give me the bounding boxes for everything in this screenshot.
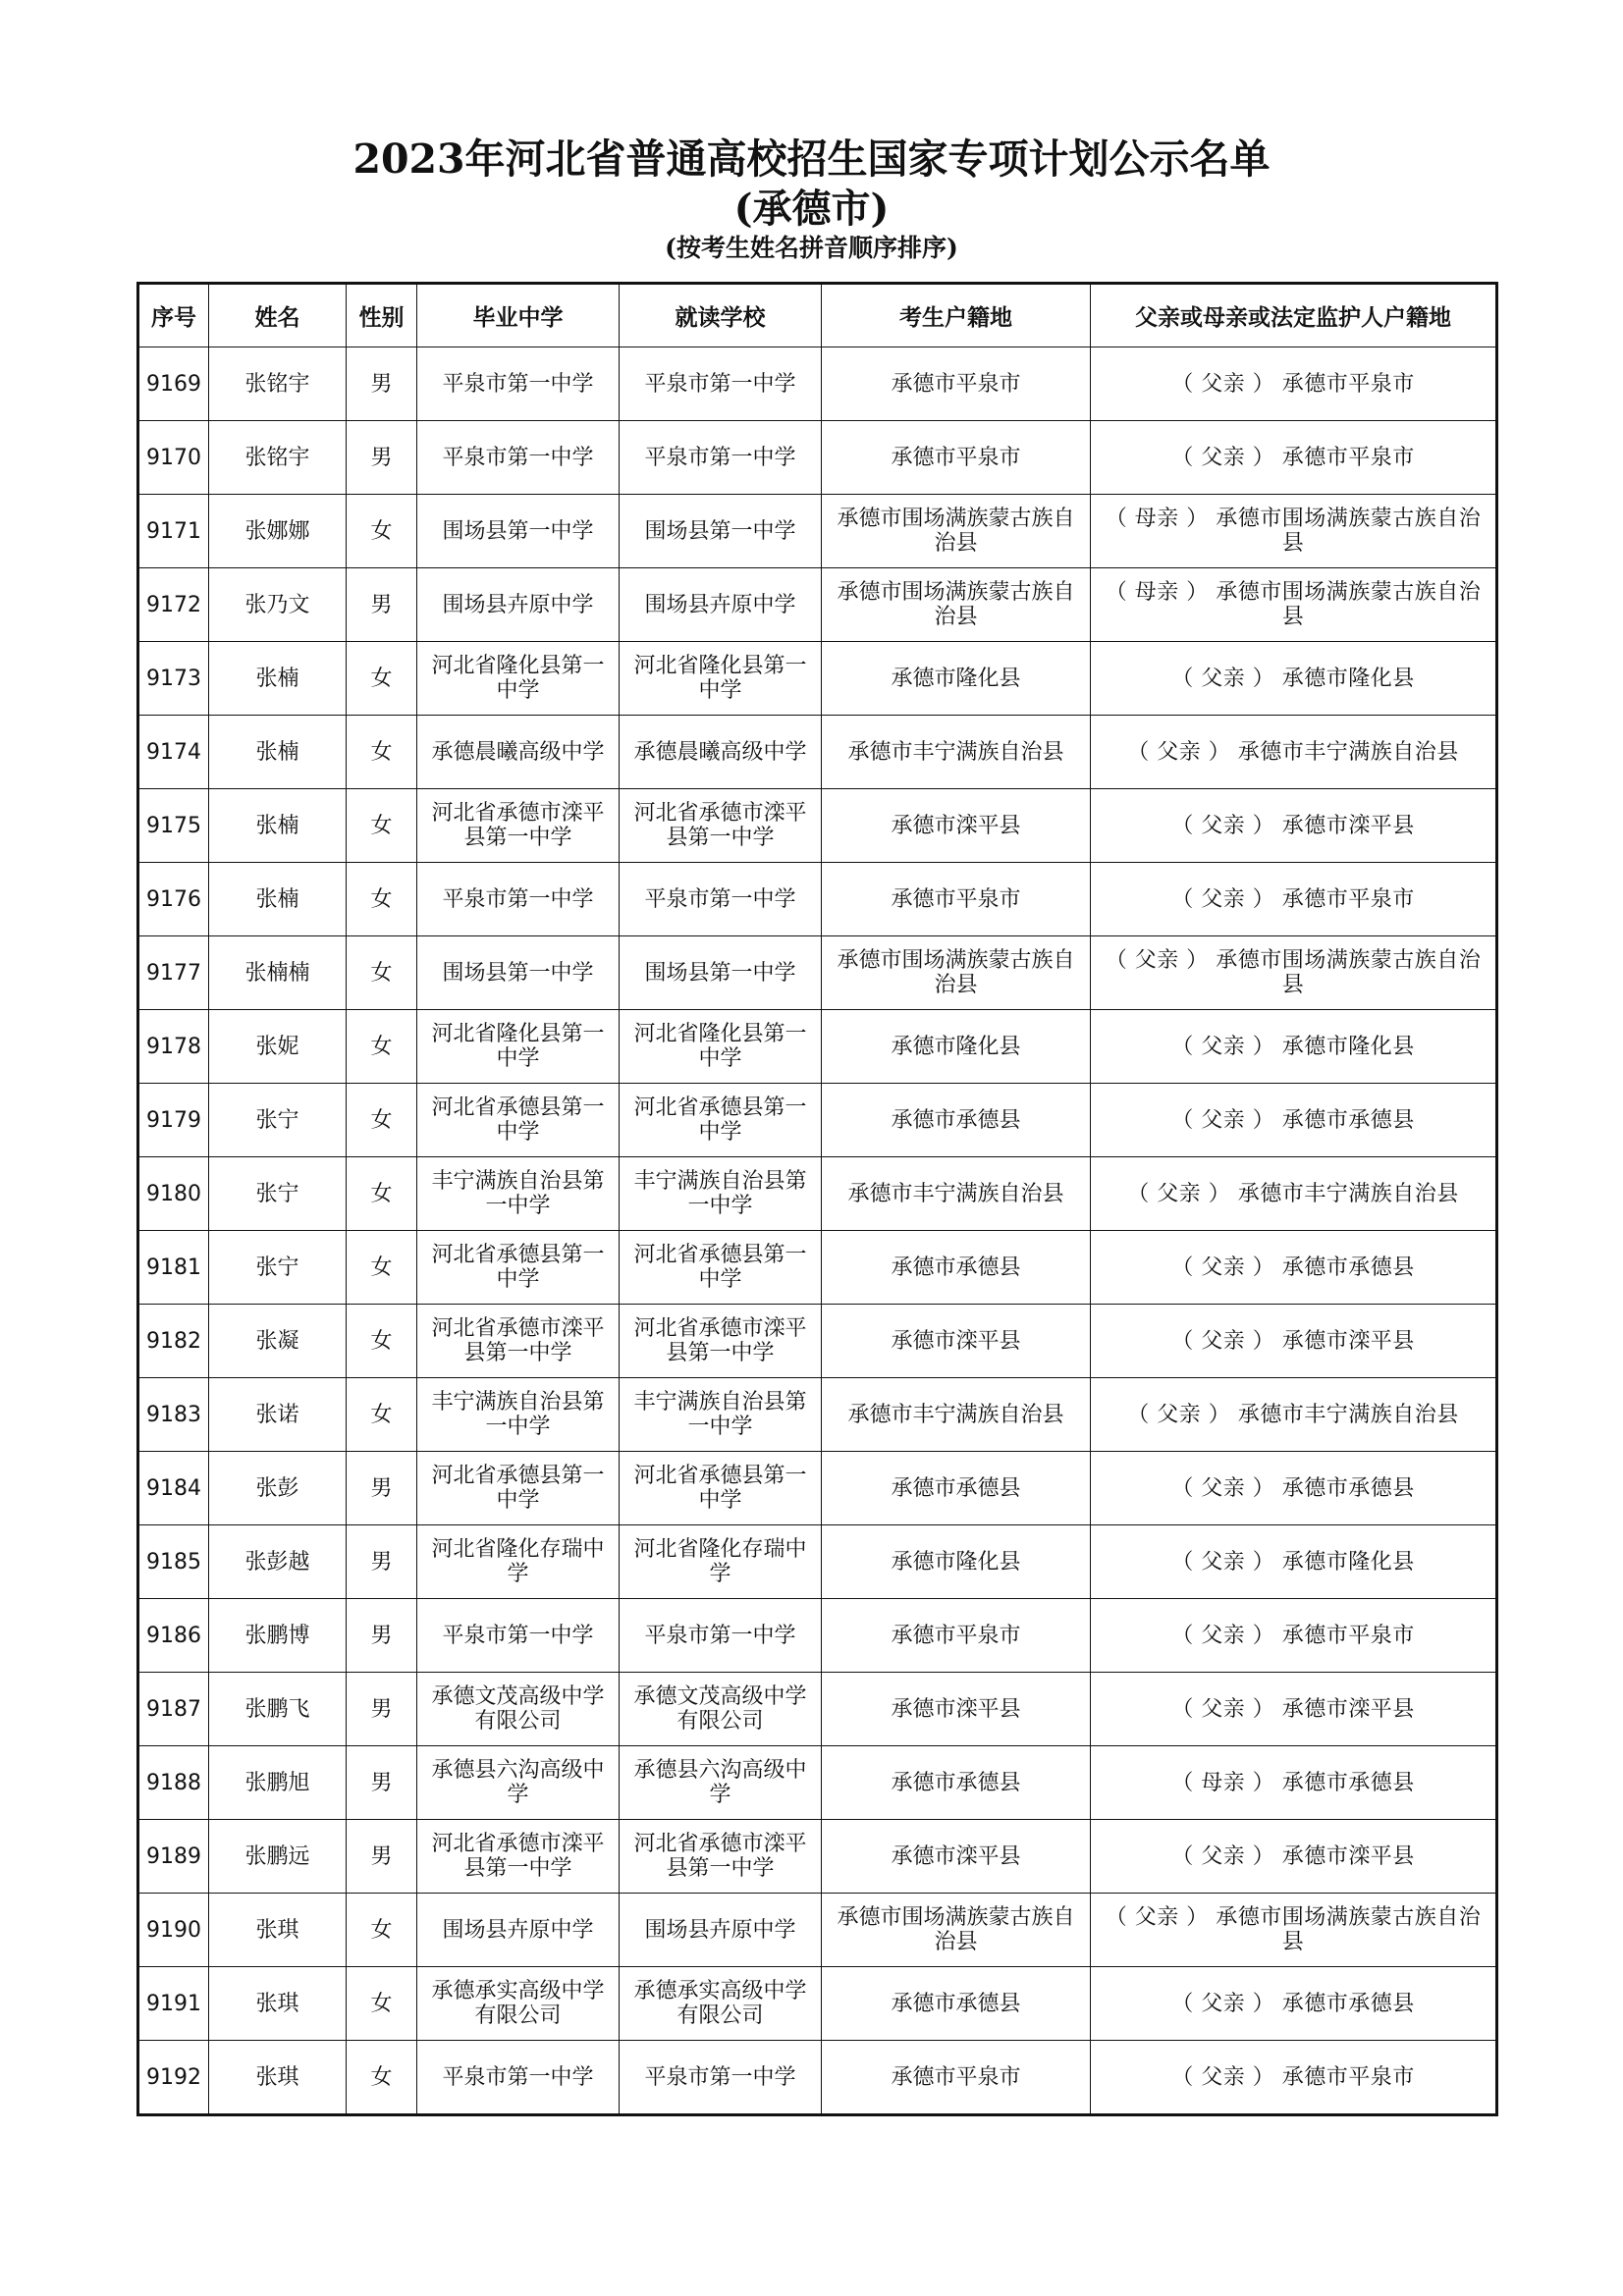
cell-hukou: 承德市平泉市 bbox=[822, 421, 1091, 495]
cell-name: 张娜娜 bbox=[209, 495, 347, 568]
cell-no: 9174 bbox=[138, 716, 209, 789]
cell-name: 张宁 bbox=[209, 1084, 347, 1157]
cell-name: 张楠 bbox=[209, 716, 347, 789]
cell-gender: 男 bbox=[347, 1525, 417, 1599]
table-row bbox=[138, 863, 1497, 936]
cell-hukou: 承德市承德县 bbox=[822, 1746, 1091, 1820]
table-row bbox=[138, 1378, 1497, 1452]
cell-current-school: 围场县卉原中学 bbox=[620, 568, 822, 642]
cell-guardian-hukou: （ 父亲 ） 承德市滦平县 bbox=[1091, 1305, 1497, 1378]
cell-current-school: 平泉市第一中学 bbox=[620, 347, 822, 421]
cell-gender: 男 bbox=[347, 421, 417, 495]
cell-guardian-hukou: （ 父亲 ） 承德市承德县 bbox=[1091, 1967, 1497, 2041]
cell-grad-school: 丰宁满族自治县第一中学 bbox=[417, 1378, 620, 1452]
header-row bbox=[138, 284, 1497, 347]
cell-guardian-hukou: （ 母亲 ） 承德市围场满族蒙古族自治县 bbox=[1091, 495, 1497, 568]
cell-grad-school: 河北省承德县第一中学 bbox=[417, 1231, 620, 1305]
cell-guardian-hukou: （ 父亲 ） 承德市滦平县 bbox=[1091, 1820, 1497, 1894]
roster-body bbox=[138, 347, 1497, 2115]
cell-hukou: 承德市平泉市 bbox=[822, 1599, 1091, 1673]
cell-gender: 女 bbox=[347, 1084, 417, 1157]
cell-guardian-hukou: （ 母亲 ） 承德市围场满族蒙古族自治县 bbox=[1091, 568, 1497, 642]
cell-current-school: 丰宁满族自治县第一中学 bbox=[620, 1378, 822, 1452]
cell-name: 张诺 bbox=[209, 1378, 347, 1452]
roster-table bbox=[136, 282, 1498, 2116]
cell-hukou: 承德市承德县 bbox=[822, 1452, 1091, 1525]
cell-gender: 女 bbox=[347, 863, 417, 936]
cell-hukou: 承德市围场满族蒙古族自治县 bbox=[822, 568, 1091, 642]
cell-grad-school: 平泉市第一中学 bbox=[417, 347, 620, 421]
cell-name: 张鹏博 bbox=[209, 1599, 347, 1673]
cell-grad-school: 承德县六沟高级中学 bbox=[417, 1746, 620, 1820]
cell-grad-school: 平泉市第一中学 bbox=[417, 2041, 620, 2115]
cell-current-school: 平泉市第一中学 bbox=[620, 421, 822, 495]
cell-name: 张凝 bbox=[209, 1305, 347, 1378]
cell-name: 张楠 bbox=[209, 789, 347, 863]
cell-hukou: 承德市隆化县 bbox=[822, 1010, 1091, 1084]
cell-no: 9169 bbox=[138, 347, 209, 421]
cell-gender: 男 bbox=[347, 568, 417, 642]
cell-name: 张彭越 bbox=[209, 1525, 347, 1599]
cell-current-school: 平泉市第一中学 bbox=[620, 1599, 822, 1673]
cell-no: 9188 bbox=[138, 1746, 209, 1820]
cell-guardian-hukou: （ 父亲 ） 承德市滦平县 bbox=[1091, 1673, 1497, 1746]
cell-no: 9179 bbox=[138, 1084, 209, 1157]
cell-guardian-hukou: （ 父亲 ） 承德市平泉市 bbox=[1091, 1599, 1497, 1673]
page-title: 2023年河北省普通高校招生国家专项计划公示名单 bbox=[352, 135, 1271, 183]
cell-gender: 女 bbox=[347, 1010, 417, 1084]
cell-gender: 男 bbox=[347, 1452, 417, 1525]
cell-hukou: 承德市承德县 bbox=[822, 1231, 1091, 1305]
cell-current-school: 承德文茂高级中学有限公司 bbox=[620, 1673, 822, 1746]
cell-no: 9189 bbox=[138, 1820, 209, 1894]
cell-no: 9191 bbox=[138, 1967, 209, 2041]
col-header-current-school: 就读学校 bbox=[620, 284, 822, 347]
col-header-guardian-hukou: 父亲或母亲或法定监护人户籍地 bbox=[1091, 284, 1497, 347]
col-header-gender: 性别 bbox=[347, 284, 417, 347]
cell-gender: 男 bbox=[347, 1820, 417, 1894]
table-row bbox=[138, 642, 1497, 716]
cell-guardian-hukou: （ 父亲 ） 承德市平泉市 bbox=[1091, 347, 1497, 421]
table-row bbox=[138, 421, 1497, 495]
col-header-name: 姓名 bbox=[209, 284, 347, 347]
cell-guardian-hukou: （ 父亲 ） 承德市丰宁满族自治县 bbox=[1091, 1378, 1497, 1452]
cell-guardian-hukou: （ 父亲 ） 承德市平泉市 bbox=[1091, 2041, 1497, 2115]
cell-gender: 女 bbox=[347, 1231, 417, 1305]
table-row bbox=[138, 1231, 1497, 1305]
cell-current-school: 承德县六沟高级中学 bbox=[620, 1746, 822, 1820]
cell-grad-school: 承德文茂高级中学有限公司 bbox=[417, 1673, 620, 1746]
cell-grad-school: 河北省承德市滦平县第一中学 bbox=[417, 1305, 620, 1378]
cell-gender: 女 bbox=[347, 495, 417, 568]
cell-hukou: 承德市承德县 bbox=[822, 1967, 1091, 2041]
cell-name: 张宁 bbox=[209, 1157, 347, 1231]
cell-guardian-hukou: （ 父亲 ） 承德市平泉市 bbox=[1091, 863, 1497, 936]
cell-no: 9185 bbox=[138, 1525, 209, 1599]
cell-current-school: 河北省隆化县第一中学 bbox=[620, 642, 822, 716]
cell-name: 张琪 bbox=[209, 1894, 347, 1967]
cell-current-school: 承德承实高级中学有限公司 bbox=[620, 1967, 822, 2041]
cell-gender: 男 bbox=[347, 347, 417, 421]
cell-no: 9172 bbox=[138, 568, 209, 642]
cell-current-school: 河北省承德市滦平县第一中学 bbox=[620, 1820, 822, 1894]
cell-no: 9178 bbox=[138, 1010, 209, 1084]
cell-guardian-hukou: （ 父亲 ） 承德市隆化县 bbox=[1091, 1525, 1497, 1599]
cell-grad-school: 河北省承德市滦平县第一中学 bbox=[417, 1820, 620, 1894]
cell-grad-school: 承德晨曦高级中学 bbox=[417, 716, 620, 789]
cell-guardian-hukou: （ 父亲 ） 承德市平泉市 bbox=[1091, 421, 1497, 495]
table-row bbox=[138, 1452, 1497, 1525]
table-row bbox=[138, 1820, 1497, 1894]
cell-guardian-hukou: （ 母亲 ） 承德市承德县 bbox=[1091, 1746, 1497, 1820]
table-row bbox=[138, 1525, 1497, 1599]
cell-name: 张鹏远 bbox=[209, 1820, 347, 1894]
table-row bbox=[138, 347, 1497, 421]
cell-guardian-hukou: （ 父亲 ） 承德市丰宁满族自治县 bbox=[1091, 1157, 1497, 1231]
cell-gender: 女 bbox=[347, 1305, 417, 1378]
cell-guardian-hukou: （ 父亲 ） 承德市丰宁满族自治县 bbox=[1091, 716, 1497, 789]
cell-hukou: 承德市隆化县 bbox=[822, 1525, 1091, 1599]
cell-grad-school: 平泉市第一中学 bbox=[417, 1599, 620, 1673]
cell-gender: 女 bbox=[347, 789, 417, 863]
cell-name: 张琪 bbox=[209, 2041, 347, 2115]
cell-grad-school: 河北省隆化县第一中学 bbox=[417, 1010, 620, 1084]
cell-guardian-hukou: （ 父亲 ） 承德市承德县 bbox=[1091, 1452, 1497, 1525]
cell-name: 张楠楠 bbox=[209, 936, 347, 1010]
cell-no: 9177 bbox=[138, 936, 209, 1010]
cell-name: 张楠 bbox=[209, 642, 347, 716]
cell-current-school: 河北省隆化县第一中学 bbox=[620, 1010, 822, 1084]
cell-hukou: 承德市丰宁满族自治县 bbox=[822, 1378, 1091, 1452]
col-header-hukou: 考生户籍地 bbox=[822, 284, 1091, 347]
cell-grad-school: 河北省承德县第一中学 bbox=[417, 1452, 620, 1525]
cell-grad-school: 丰宁满族自治县第一中学 bbox=[417, 1157, 620, 1231]
cell-guardian-hukou: （ 父亲 ） 承德市围场满族蒙古族自治县 bbox=[1091, 936, 1497, 1010]
cell-grad-school: 河北省隆化存瑞中学 bbox=[417, 1525, 620, 1599]
cell-gender: 女 bbox=[347, 1157, 417, 1231]
cell-no: 9187 bbox=[138, 1673, 209, 1746]
cell-guardian-hukou: （ 父亲 ） 承德市隆化县 bbox=[1091, 642, 1497, 716]
cell-gender: 男 bbox=[347, 1599, 417, 1673]
cell-guardian-hukou: （ 父亲 ） 承德市承德县 bbox=[1091, 1231, 1497, 1305]
cell-no: 9181 bbox=[138, 1231, 209, 1305]
cell-hukou: 承德市围场满族蒙古族自治县 bbox=[822, 495, 1091, 568]
cell-hukou: 承德市平泉市 bbox=[822, 2041, 1091, 2115]
cell-hukou: 承德市滦平县 bbox=[822, 1305, 1091, 1378]
cell-grad-school: 平泉市第一中学 bbox=[417, 863, 620, 936]
cell-gender: 男 bbox=[347, 1746, 417, 1820]
cell-current-school: 围场县第一中学 bbox=[620, 495, 822, 568]
cell-current-school: 平泉市第一中学 bbox=[620, 2041, 822, 2115]
table-row bbox=[138, 1967, 1497, 2041]
table-row bbox=[138, 1746, 1497, 1820]
cell-gender: 女 bbox=[347, 936, 417, 1010]
cell-current-school: 承德晨曦高级中学 bbox=[620, 716, 822, 789]
cell-gender: 女 bbox=[347, 1378, 417, 1452]
table-row bbox=[138, 1305, 1497, 1378]
cell-hukou: 承德市围场满族蒙古族自治县 bbox=[822, 936, 1091, 1010]
cell-hukou: 承德市围场满族蒙古族自治县 bbox=[822, 1894, 1091, 1967]
cell-no: 9171 bbox=[138, 495, 209, 568]
cell-name: 张铭宇 bbox=[209, 347, 347, 421]
table-row bbox=[138, 716, 1497, 789]
cell-name: 张妮 bbox=[209, 1010, 347, 1084]
cell-no: 9183 bbox=[138, 1378, 209, 1452]
cell-name: 张鹏旭 bbox=[209, 1746, 347, 1820]
table-row bbox=[138, 1894, 1497, 1967]
cell-hukou: 承德市滦平县 bbox=[822, 789, 1091, 863]
cell-guardian-hukou: （ 父亲 ） 承德市承德县 bbox=[1091, 1084, 1497, 1157]
cell-name: 张琪 bbox=[209, 1967, 347, 2041]
cell-grad-school: 承德承实高级中学有限公司 bbox=[417, 1967, 620, 2041]
cell-name: 张鹏飞 bbox=[209, 1673, 347, 1746]
cell-grad-school: 河北省隆化县第一中学 bbox=[417, 642, 620, 716]
cell-hukou: 承德市滦平县 bbox=[822, 1820, 1091, 1894]
cell-current-school: 河北省隆化存瑞中学 bbox=[620, 1525, 822, 1599]
cell-current-school: 围场县第一中学 bbox=[620, 936, 822, 1010]
cell-current-school: 围场县卉原中学 bbox=[620, 1894, 822, 1967]
cell-no: 9182 bbox=[138, 1305, 209, 1378]
cell-no: 9192 bbox=[138, 2041, 209, 2115]
cell-current-school: 河北省承德县第一中学 bbox=[620, 1452, 822, 1525]
cell-grad-school: 围场县第一中学 bbox=[417, 936, 620, 1010]
cell-guardian-hukou: （ 父亲 ） 承德市隆化县 bbox=[1091, 1010, 1497, 1084]
cell-grad-school: 平泉市第一中学 bbox=[417, 421, 620, 495]
table-row bbox=[138, 568, 1497, 642]
col-header-no: 序号 bbox=[138, 284, 209, 347]
cell-grad-school: 围场县第一中学 bbox=[417, 495, 620, 568]
cell-grad-school: 河北省承德市滦平县第一中学 bbox=[417, 789, 620, 863]
cell-current-school: 河北省承德市滦平县第一中学 bbox=[620, 1305, 822, 1378]
cell-grad-school: 围场县卉原中学 bbox=[417, 568, 620, 642]
cell-no: 9190 bbox=[138, 1894, 209, 1967]
cell-guardian-hukou: （ 父亲 ） 承德市围场满族蒙古族自治县 bbox=[1091, 1894, 1497, 1967]
cell-name: 张乃文 bbox=[209, 568, 347, 642]
cell-no: 9186 bbox=[138, 1599, 209, 1673]
cell-no: 9175 bbox=[138, 789, 209, 863]
cell-gender: 女 bbox=[347, 1967, 417, 2041]
cell-grad-school: 河北省承德县第一中学 bbox=[417, 1084, 620, 1157]
cell-gender: 女 bbox=[347, 2041, 417, 2115]
cell-hukou: 承德市滦平县 bbox=[822, 1673, 1091, 1746]
table-row bbox=[138, 1157, 1497, 1231]
table-row bbox=[138, 495, 1497, 568]
cell-no: 9173 bbox=[138, 642, 209, 716]
table-row bbox=[138, 1599, 1497, 1673]
cell-hukou: 承德市丰宁满族自治县 bbox=[822, 1157, 1091, 1231]
cell-guardian-hukou: （ 父亲 ） 承德市滦平县 bbox=[1091, 789, 1497, 863]
cell-grad-school: 围场县卉原中学 bbox=[417, 1894, 620, 1967]
cell-name: 张宁 bbox=[209, 1231, 347, 1305]
cell-name: 张楠 bbox=[209, 863, 347, 936]
cell-hukou: 承德市平泉市 bbox=[822, 347, 1091, 421]
cell-current-school: 丰宁满族自治县第一中学 bbox=[620, 1157, 822, 1231]
table-row bbox=[138, 2041, 1497, 2115]
cell-no: 9180 bbox=[138, 1157, 209, 1231]
cell-hukou: 承德市丰宁满族自治县 bbox=[822, 716, 1091, 789]
table-row bbox=[138, 1084, 1497, 1157]
table-row bbox=[138, 1673, 1497, 1746]
cell-no: 9176 bbox=[138, 863, 209, 936]
page-subtitle: (承德市) bbox=[733, 186, 890, 232]
cell-hukou: 承德市平泉市 bbox=[822, 863, 1091, 936]
cell-hukou: 承德市承德县 bbox=[822, 1084, 1091, 1157]
table-row bbox=[138, 789, 1497, 863]
table-row bbox=[138, 1010, 1497, 1084]
cell-gender: 男 bbox=[347, 1673, 417, 1746]
cell-gender: 女 bbox=[347, 642, 417, 716]
cell-current-school: 平泉市第一中学 bbox=[620, 863, 822, 936]
cell-gender: 女 bbox=[347, 1894, 417, 1967]
sort-note: (按考生姓名拼音顺序排序) bbox=[665, 234, 958, 262]
cell-current-school: 河北省承德市滦平县第一中学 bbox=[620, 789, 822, 863]
cell-current-school: 河北省承德县第一中学 bbox=[620, 1084, 822, 1157]
cell-current-school: 河北省承德县第一中学 bbox=[620, 1231, 822, 1305]
cell-name: 张铭宇 bbox=[209, 421, 347, 495]
table-row bbox=[138, 936, 1497, 1010]
cell-no: 9170 bbox=[138, 421, 209, 495]
cell-hukou: 承德市隆化县 bbox=[822, 642, 1091, 716]
cell-gender: 女 bbox=[347, 716, 417, 789]
col-header-grad-school: 毕业中学 bbox=[417, 284, 620, 347]
cell-name: 张彭 bbox=[209, 1452, 347, 1525]
cell-no: 9184 bbox=[138, 1452, 209, 1525]
